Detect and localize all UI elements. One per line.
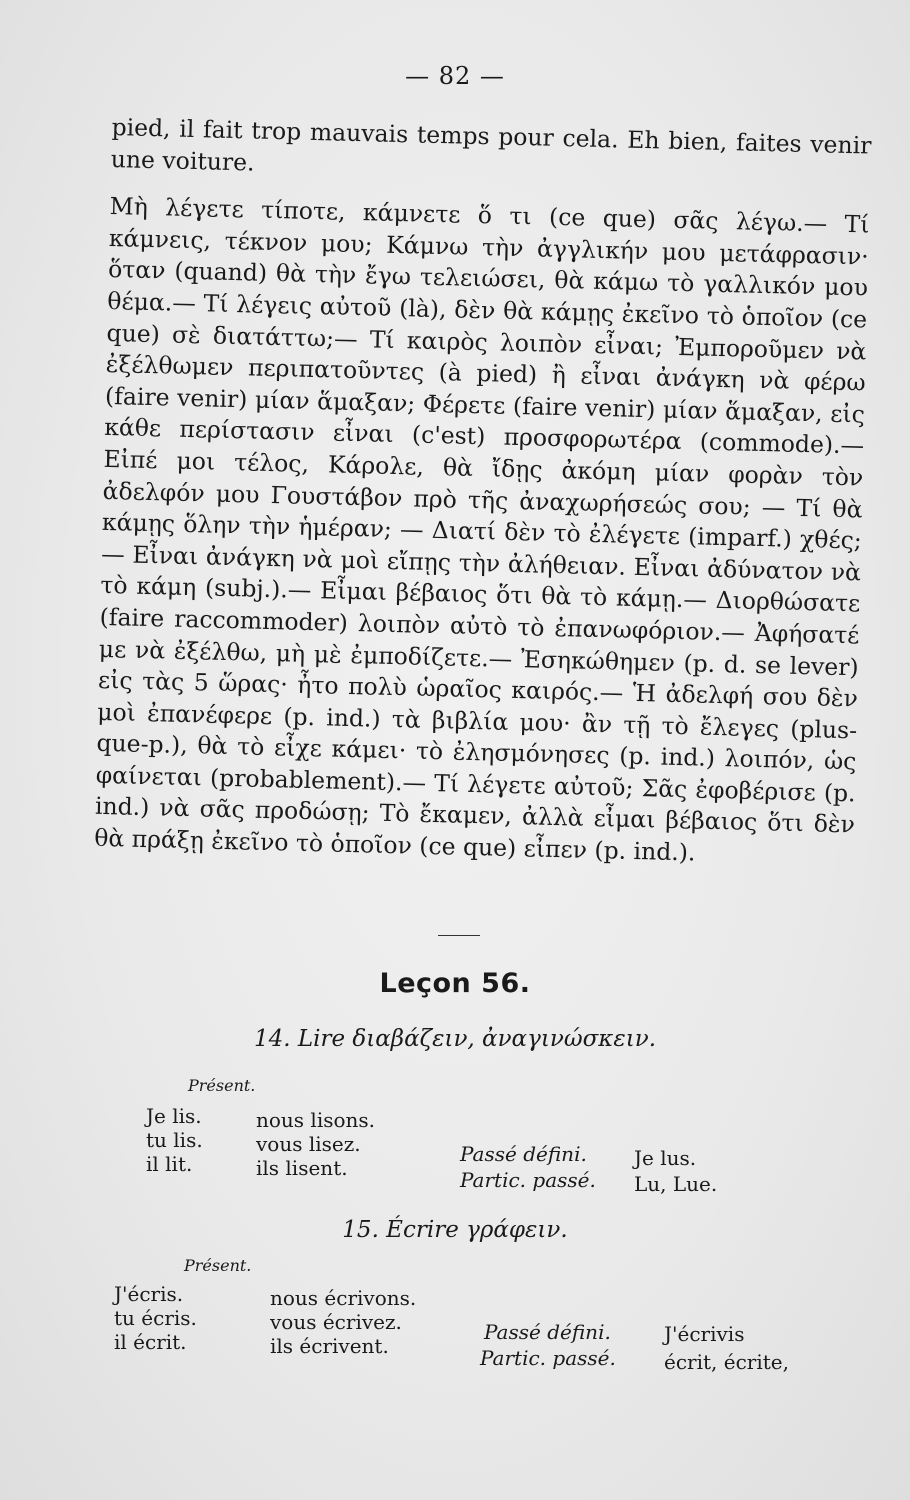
lesson-title: Leçon 56. <box>379 968 531 999</box>
verb-14-singular-2: tu lis. <box>146 1128 203 1152</box>
verb-14-participe: Lu, Lue. <box>634 1172 718 1196</box>
verb-15-singular-1: J'écris. <box>114 1282 184 1306</box>
section-divider <box>438 935 480 936</box>
verb-15-plural-3: ils écrivent. <box>270 1334 389 1358</box>
verb-14-plural-3: ils lisent. <box>256 1156 348 1180</box>
intro-line: pied, il fait trop mauvais temps pour cela. Eh bien, faites venir une voiture. <box>110 112 872 177</box>
verb-14-plural-1: nous lisons. <box>256 1108 376 1132</box>
verb-14-heading: 14. Lire διαβάζειν, ἀναγινώσκειν. <box>253 1026 657 1052</box>
verb-14-singular <box>146 1104 203 1176</box>
exercise-paragraph: Μὴ λέγετε τίποτε, κάμνετε ὅ τι (ce que) σᾶς λέγω.— Τί κάμνεις, τέκνον μου; Κάμνω τὴν ἀγγλικήν μου μετάφρασιν· ὅταν (quand) θὰ τὴν ἔγω τελειώσει, θὰ κάμω τὸ γαλλικόν μου θέμα.— Τί λέγεις αὐτοῦ (là), δὲν θὰ κάμῃς ἐκεῖνο τὸ ὁποῖον (ce que) σὲ διατάττω;— Τί καιρὸς λοιπὸν εἶναι; Ἐμποροῦμεν νὰ ἐξέλθωμεν περιπατοῦντες (à pied) ἢ εἶναι ἀνάγκη νὰ φέρω (faire venir) μίαν ἅμαξαν; Φέρετε (faire venir) μίαν ἅμαξαν, εἰς κάθε περίστασιν εἶναι (c'est) προσφορωτέρα (commode).— Εἰπέ μοι τέλος, Κάρολε, θὰ ἴδῃς ἀκόμη μίαν φορὰν τὸν ἀδελφόν μου Γουστάβον πρὸ τῆς ἀναχωρήσεώς σου; — Τί θὰ κάμῃς ὅλην τὴν ἡμέραν; — Διατί δὲν τὸ ἐλέγετε (imparf.) χθές; — Εἶναι ἀνάγκη νὰ μοὶ εἴπῃς τὴν ἀλήθειαν. Εἶναι ἀδύνατον νὰ τὸ κάμη (subj.).— Εἶμαι βέβαιος ὅτι θὰ τὸ κάμῃ.— Διορθώσατε (faire raccommoder) λοιπὸν αὐτὸ τὸ ἐπανωφόριον.— Ἀφήσατέ με νὰ ἐξέλθω, μὴ μὲ ἐμποδίζετε.— Ἐσηκώθημεν (p. d. se lever) εἰς τὰς 5 ὥρας· ἦτο πολὺ ὡραῖος καιρός.— Ἡ ἀδελφή σου δὲν μοὶ ἐπανέφερε (p. ind.) τὰ βιβλία μου· ἂν τῇ τὸ ἔλεγες (plus-que-p.), θὰ τὸ εἶχε κάμει· τὸ ἐλησμόνησες (p. ind.) λοιπόν, ὡς φαίνεται (probablement).— Τί λέγετε αὐτοῦ; Σᾶς ἐφοβέρισε (p. ind.) νὰ σᾶς προδώσῃ; Τὸ ἔκαμεν, ἀλλὰ εἶμαι βέβαιος ὅτι δὲν θὰ πράξῃ ἐκεῖνο τὸ ὁποῖον (ce que) εἶπεν (p. ind.). <box>93 192 870 867</box>
verb-15-singular-2: tu écris. <box>114 1306 197 1330</box>
verb-15-present-label: Présent. <box>184 1256 252 1275</box>
body-text <box>94 112 872 873</box>
verb-14-singular-3: il lit. <box>146 1152 193 1176</box>
verb-14-passe-defini-label: Passé défini. <box>460 1142 587 1166</box>
verb-15-singular-3: il écrit. <box>114 1330 187 1354</box>
verb-14-participe-label: Partic. passé. <box>460 1168 596 1192</box>
page-number: — 82 — <box>405 62 505 90</box>
verb-15-plural-1: nous écrivons. <box>270 1286 417 1310</box>
verb-15-plural-2: vous écrivez. <box>270 1310 402 1334</box>
verb-15-singular <box>114 1282 197 1354</box>
verb-14-passe-defini: Je lus. <box>634 1146 697 1170</box>
verb-15-participe-label: Partic. passé. <box>480 1346 616 1370</box>
verb-15-passe-defini: J'écrivis <box>664 1322 745 1346</box>
verb-15-participe: écrit, écrite, <box>664 1350 789 1374</box>
verb-14-plural-2: vous lisez. <box>256 1132 361 1156</box>
verb-15-passe-defini-label: Passé défini. <box>484 1320 611 1344</box>
verb-14-present-label: Présent. <box>188 1076 256 1095</box>
verb-15-heading: 15. Écrire γράφειν. <box>342 1217 568 1243</box>
verb-15-plural <box>270 1286 416 1358</box>
verb-14-singular-1: Je lis. <box>146 1104 202 1128</box>
verb-14-plural <box>256 1108 375 1180</box>
